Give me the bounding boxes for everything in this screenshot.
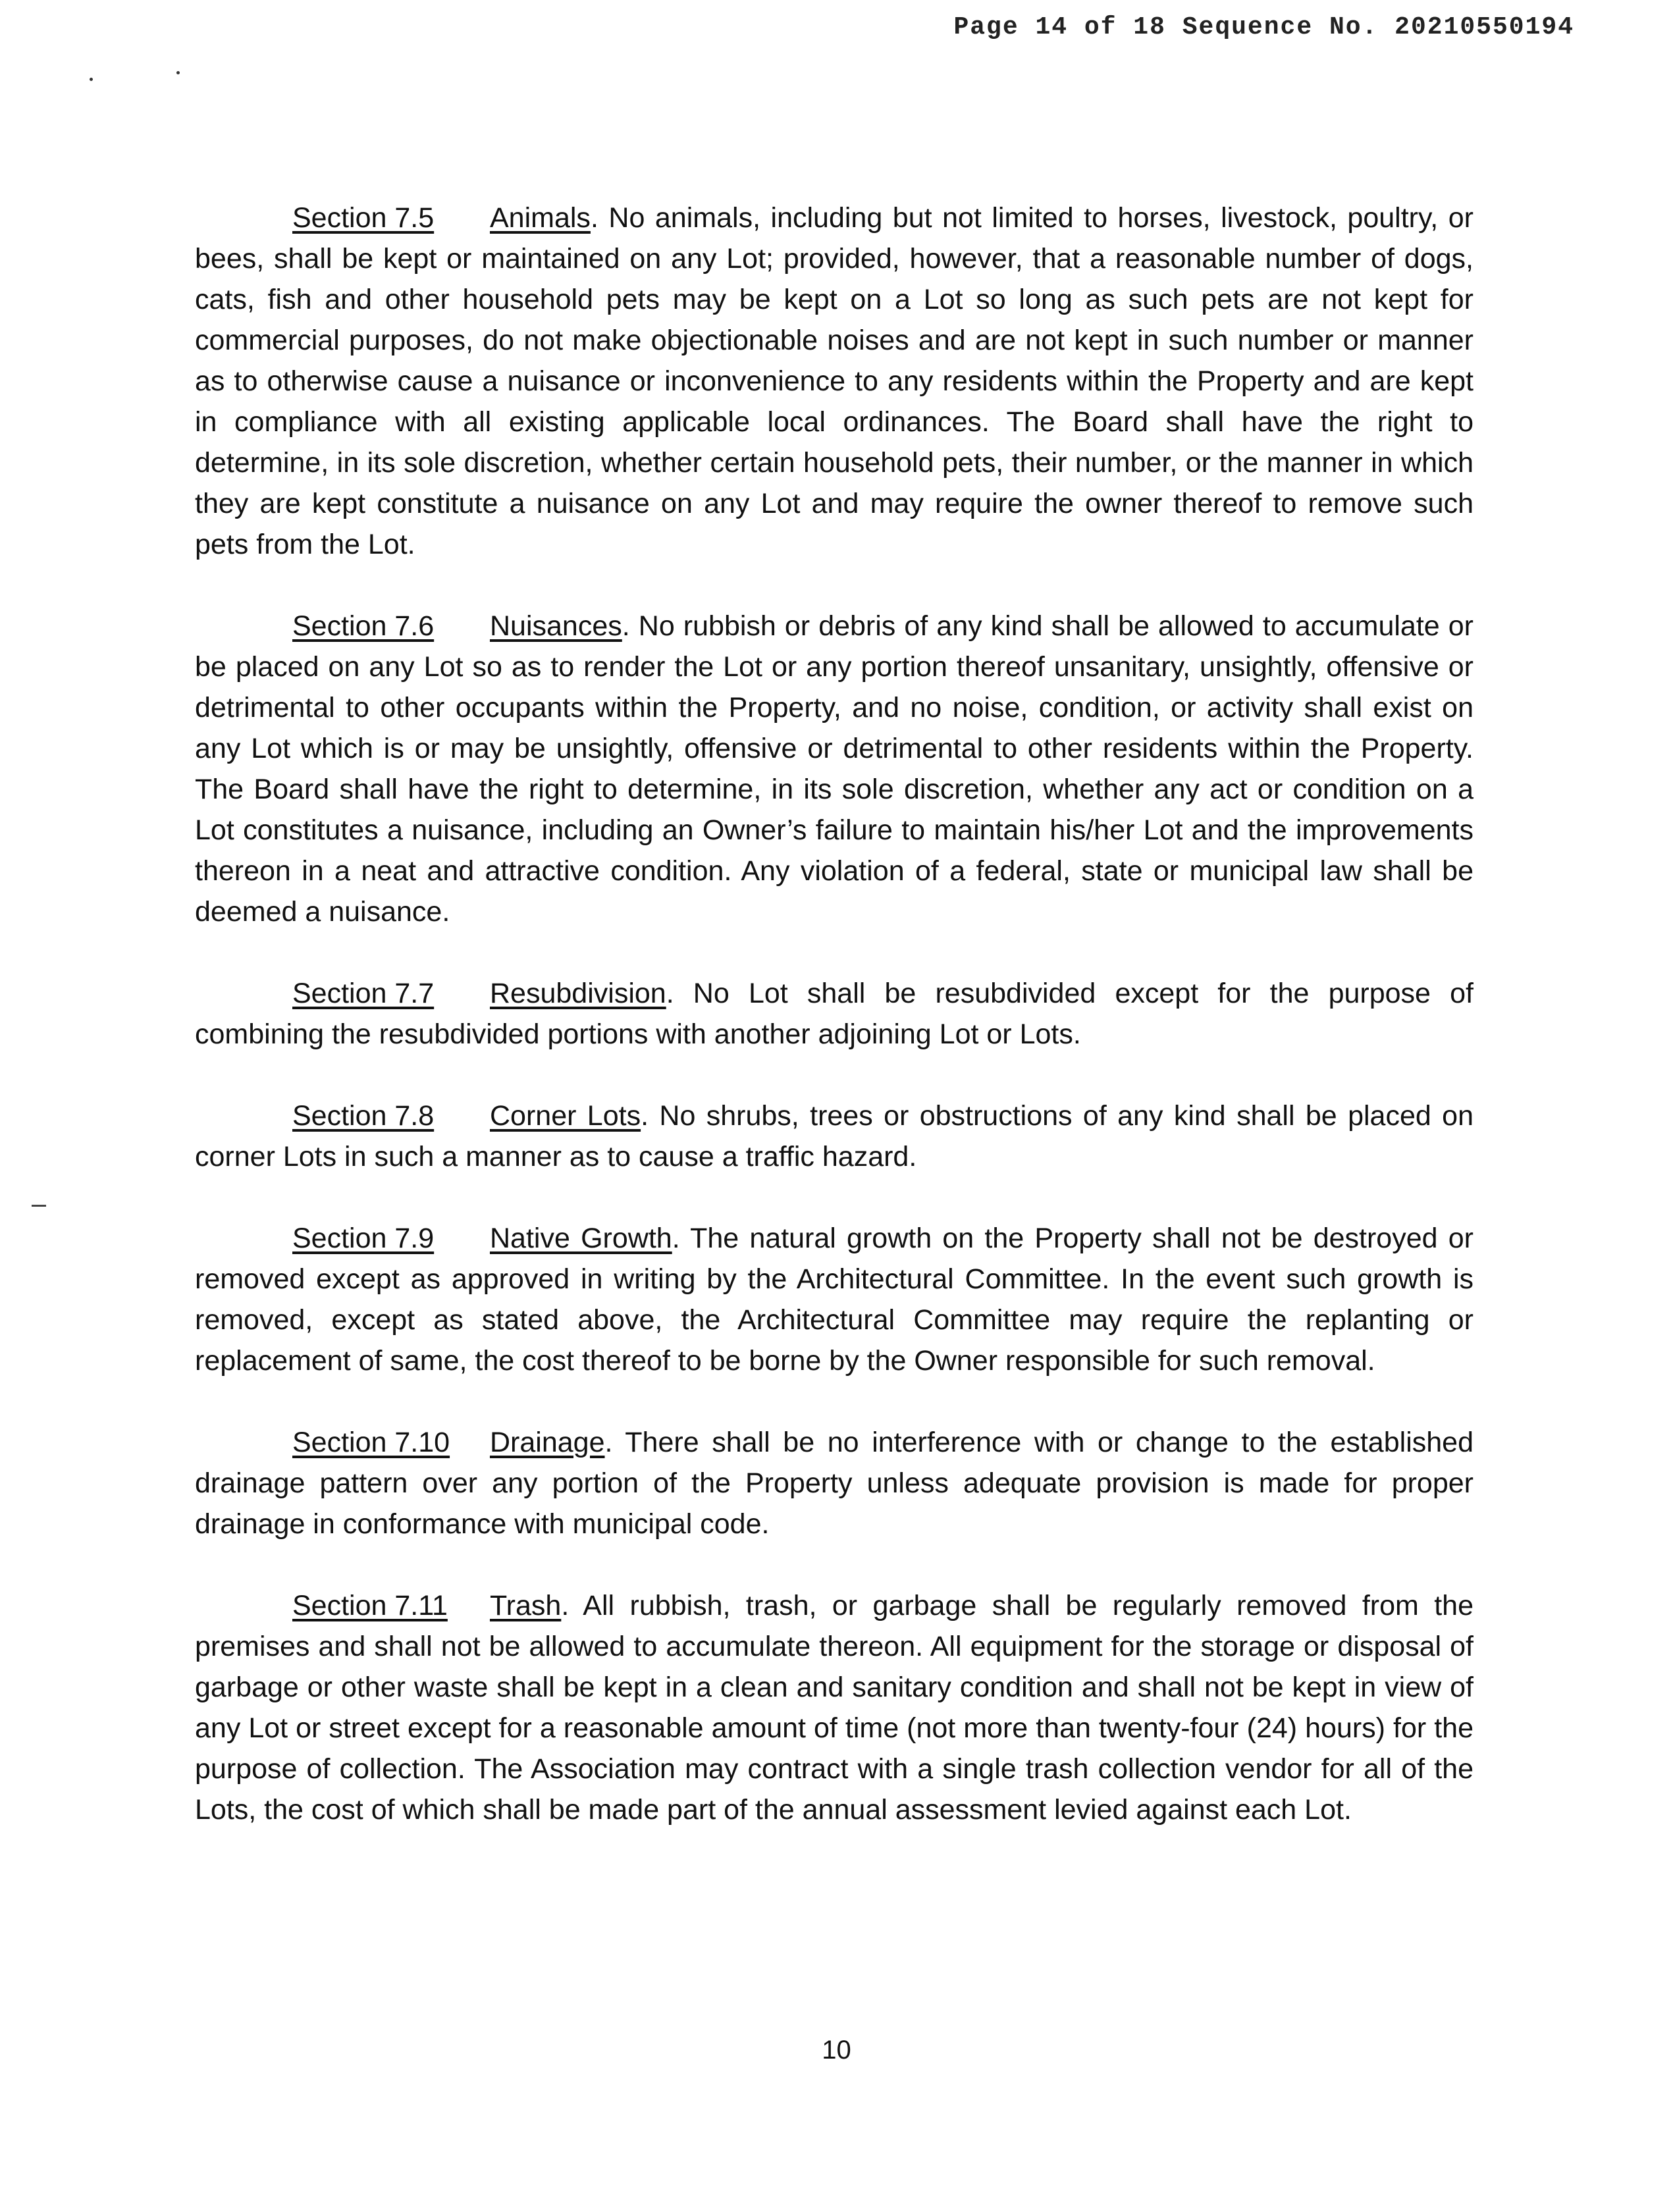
section-text: . No rubbish or debris of any kind shall be allowed to accumulate or be placed on any Lot so as to render the Lot or any portion thereof unsanitary, unsightly, offensive or detrimental to other occupants within the Property, and no noise, condition, or activity shall exist on any Lot which is or may be unsightly, offensive or detrimental to other residents within the Property. The Board shall have the right to determine, in its sole discretion, whether any act or condition on a Lot constitutes a nuisance, including an Owner’s failure to maintain his/her Lot and the improvements thereon in a neat and attractive condition. Any violation of a federal, state or municipal law shall be deemed a nuisance.	[195, 610, 1474, 928]
page-header: Page 14 of 18 Sequence No. 20210550194	[953, 13, 1574, 41]
section-7-10	[195, 1422, 1474, 1544]
section-7-7	[195, 973, 1474, 1055]
section-text: . The natural growth on the Property shall not be destroyed or removed except as approved in writing by the Architectural Committee. In the event such growth is removed, except as stated above, the Architectural Committee may require the replanting or replacement of same, the cost thereof to be borne by the Owner responsible for such removal.	[195, 1223, 1474, 1377]
section-title: Animals	[490, 202, 591, 234]
section-number: Section 7.5	[292, 202, 435, 234]
section-number: Section 7.6	[292, 610, 435, 642]
section-text: . All rubbish, trash, or garbage shall be regularly removed from the premises and shall not be allowed to accumulate thereon. All equipment for the storage or disposal of garbage or other waste shall be kept in a clean and sanitary condition and shall not be kept in view of any Lot or street except for a reasonable amount of time (not more than twenty-four (24) hours) for the purpose of collection. The Association may contract with a single trash collection vendor for all of the Lots, the cost of which shall be made part of the annual assessment levied against each Lot.	[195, 1590, 1474, 1826]
section-7-11	[195, 1585, 1474, 1830]
section-text: . No Lot shall be resubdivided except for the purpose of combining the resubdivided portions with another adjoining Lot or Lots.	[195, 978, 1474, 1050]
section-7-9	[195, 1218, 1474, 1381]
section-text: . No animals, including but not limited to horses, livestock, poultry, or bees, shall be kept or maintained on any Lot; provided, however, that a reasonable number of dogs, cats, fish and other household pets may be kept on a Lot so long as such pets are not kept for commercial purposes, do not make objectionable noises and are not kept in such number or manner as to otherwise cause a nuisance or inconvenience to any residents within the Property and are kept in compliance with all existing applicable local ordinances. The Board shall have the right to determine, in its sole discretion, whether certain household pets, their number, or the manner in which they are kept constitute a nuisance on any Lot and may require the owner thereof to remove such pets from the Lot.	[195, 202, 1474, 560]
section-7-6	[195, 606, 1474, 932]
section-title: Trash	[490, 1590, 562, 1621]
section-title: Corner Lots	[490, 1100, 641, 1132]
section-title: Drainage	[490, 1427, 605, 1458]
section-text: . There shall be no interference with or change to the established drainage pattern over any portion of the Property unless adequate provision is made for proper drainage in conformance with municipal code.	[195, 1427, 1474, 1540]
section-title: Resubdivision	[490, 978, 666, 1009]
section-number: Section 7.8	[292, 1100, 435, 1132]
scan-speck	[90, 78, 93, 81]
section-7-5	[195, 198, 1474, 565]
scan-dash-mark	[32, 1205, 46, 1207]
section-number: Section 7.7	[292, 978, 435, 1009]
page-number: 10	[822, 2036, 851, 2065]
section-7-8	[195, 1095, 1474, 1177]
section-number: Section 7.11	[292, 1590, 448, 1621]
document-body	[195, 198, 1474, 1871]
section-number: Section 7.9	[292, 1223, 435, 1254]
scan-speck	[176, 71, 180, 74]
section-title: Nuisances	[490, 610, 622, 642]
section-title: Native Growth	[490, 1223, 672, 1254]
section-text: . No shrubs, trees or obstructions of any kind shall be placed on corner Lots in such a manner as to cause a traffic hazard.	[195, 1100, 1474, 1172]
section-number: Section 7.10	[292, 1427, 450, 1458]
